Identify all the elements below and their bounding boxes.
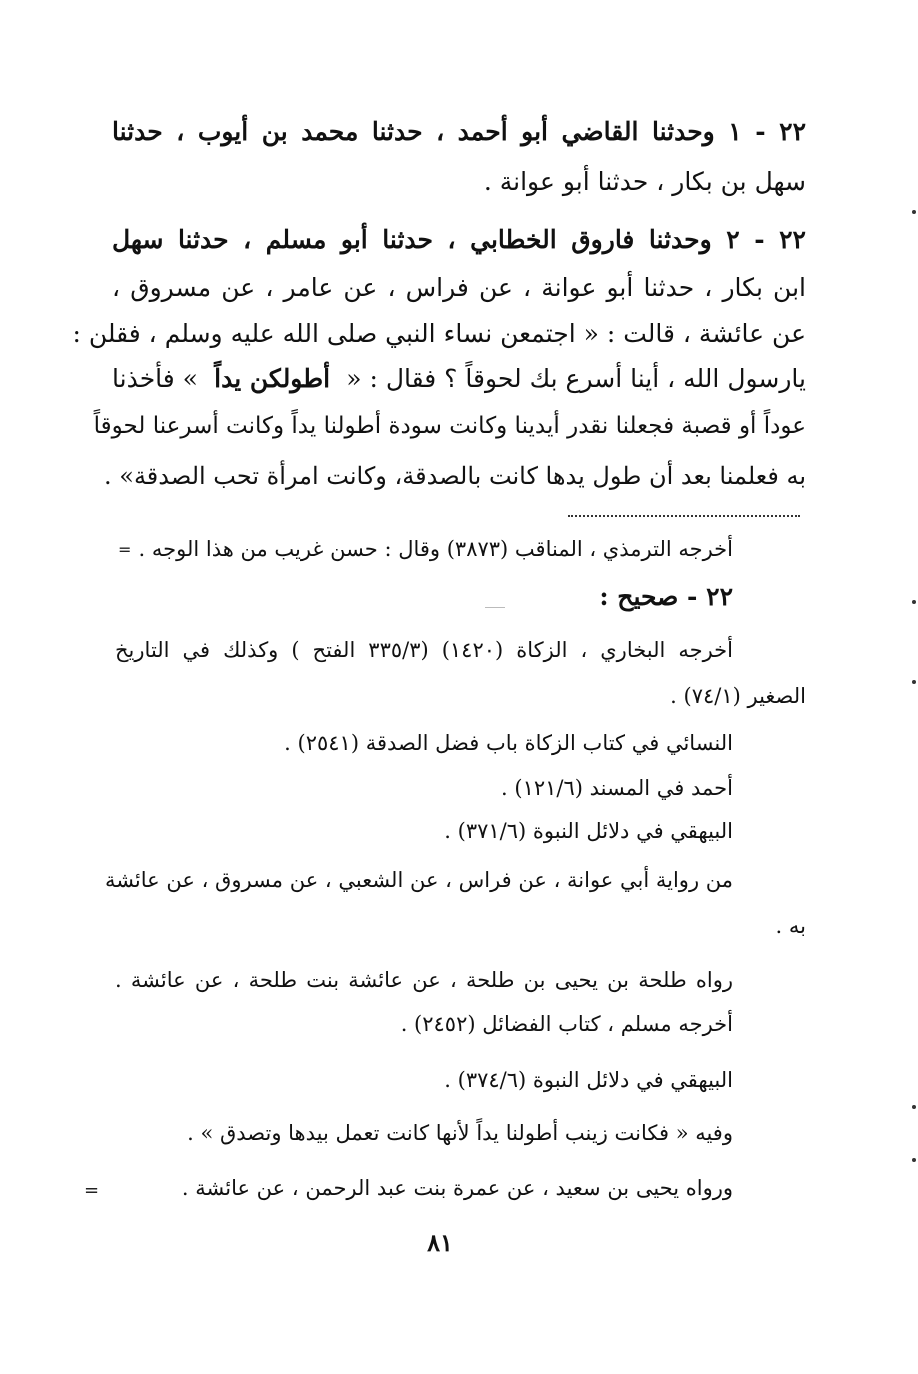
hadith-22-2-line-6: به فعلمنا بعد أن طول يدها كانت بالصدقة، وكانت امرأة تحب الصدقة» . (104, 462, 806, 490)
footnote-bayhaqi-2: البيهقي في دلائل النبوة (٣٧٤/٦) . (444, 1068, 733, 1092)
scan-speck (912, 600, 916, 604)
footnote-separator (568, 515, 800, 517)
footnote-yahya: ورواه يحيى بن سعيد ، عن عمرة بنت عبد الرحمن ، عن عائشة . (181, 1176, 733, 1200)
scan-mark (485, 607, 505, 608)
hadith-22-2-line-3: عن عائشة ، قالت : « اجتمعن نساء النبي صلى الله عليه وسلم ، فقلن : (72, 319, 806, 348)
footnote-abu-awana-line-2: به . (775, 914, 806, 938)
footnote-muslim: أخرجه مسلم ، كتاب الفضائل (٢٤٥٢) . (400, 1012, 733, 1036)
hadith-22-2-line-2: ابن بكار ، حدثنا أبو عوانة ، عن فراس ، عن عامر ، عن مسروق ، (112, 273, 806, 302)
footnote-ahmad: أحمد في المسند (١٢١/٦) . (501, 776, 733, 800)
continuation-marker: = (84, 1180, 100, 1201)
footnote-heading-sahih: ٢٢ - صحيح : (599, 582, 733, 611)
prophet-saying-emphasis: أطولكن يداً (214, 364, 331, 393)
hadith-22-2-line-1: ٢٢ - ٢ وحدثنا فاروق الخطابي ، حدثنا أبو مسلم ، حدثنا سهل (112, 225, 806, 254)
hadith-22-2-line-4 (112, 364, 806, 393)
page-number: ٨١ (427, 1228, 453, 1257)
hadith-22-2-line-5: عوداً أو قصبة فجعلنا نقدر أيدينا وكانت سودة أطولنا يداً وكانت أسرعنا لحوقاً (93, 413, 806, 439)
scan-speck (912, 680, 916, 684)
footnote-marker: = (118, 540, 132, 559)
footnote-talha: رواه طلحة بن يحيى بن طلحة ، عن عائشة بنت طلحة ، عن عائشة . (115, 968, 733, 992)
scan-speck (912, 1105, 916, 1109)
hadith-22-1-line-2: سهل بن بكار ، حدثنا أبو عوانة . (483, 167, 806, 196)
footnote-bayhaqi-1: البيهقي في دلائل النبوة (٣٧١/٦) . (444, 819, 733, 843)
footnote-nasai: النسائي في كتاب الزكاة باب فضل الصدقة (٢٥٤١) . (284, 731, 733, 755)
hadith-22-2-line-4-start: يارسول الله ، أينا أسرع بك لحوقاً ؟ فقال : « (346, 364, 806, 393)
footnote-zaynab: وفيه « فكانت زينب أطولنا يداً لأنها كانت تعمل بيدها وتصدق » . (187, 1121, 733, 1145)
footnote-tirmidhi: أخرجه الترمذي ، المناقب (٣٨٧٣) وقال : حسن غريب من هذا الوجه . (138, 537, 733, 561)
footnote-abu-awana-line-1: من رواية أبي عوانة ، عن فراس ، عن الشعبي ، عن مسروق ، عن عائشة (104, 868, 733, 892)
hadith-22-1-line-1: ٢٢ - ١ وحدثنا القاضي أبو أحمد ، حدثنا محمد بن أيوب ، حدثنا (112, 117, 806, 146)
scan-speck (912, 210, 916, 214)
scan-speck (912, 1158, 916, 1162)
footnote-bukhari-line-1: أخرجه البخاري ، الزكاة (١٤٢٠) (٣٣٥/٣ الفتح ) وكذلك في التاريخ (115, 638, 733, 662)
footnote-bukhari-line-2: الصغير (٧٤/١) . (670, 684, 806, 708)
hadith-22-2-line-4-end: » فأخذنا (112, 364, 198, 393)
